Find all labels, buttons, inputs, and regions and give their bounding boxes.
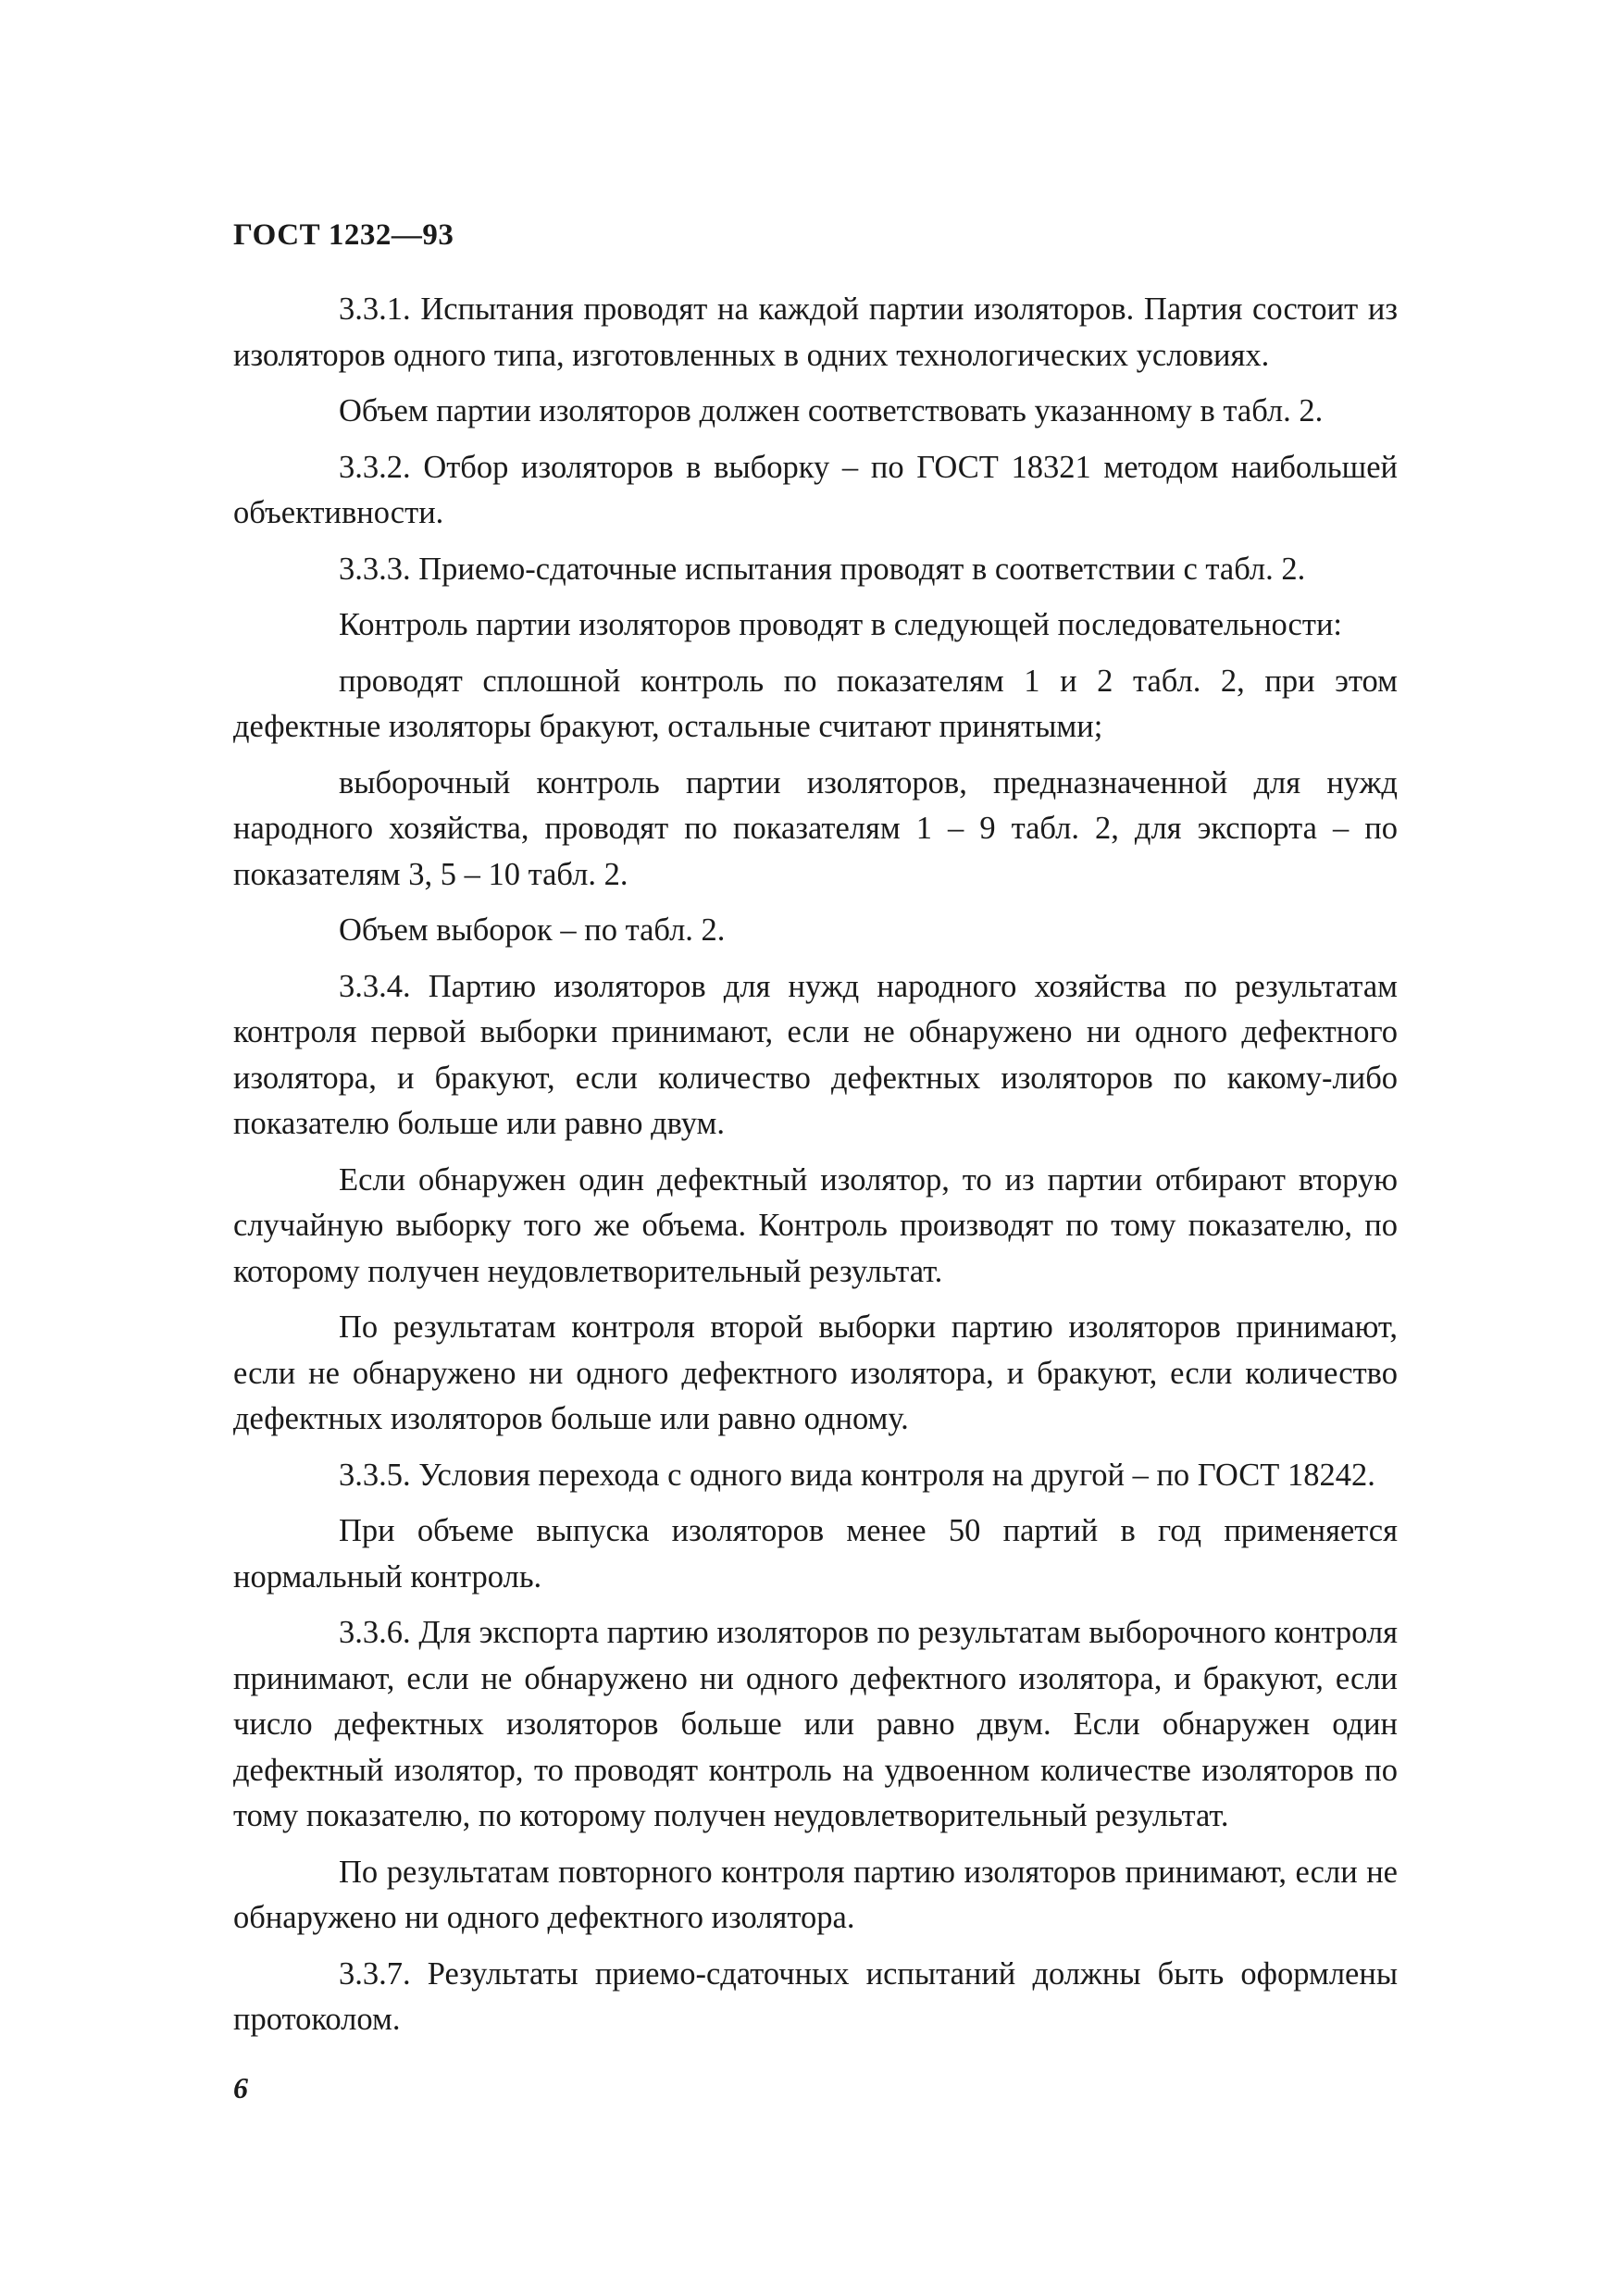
paragraph-3-3-2: 3.3.2. Отбор изоляторов в выборку – по ГОСТ 18321 методом наибольшей объективности. [233, 449, 1398, 530]
paragraph-control-sequence: Контроль партии изоляторов проводят в следующей последовательности: [339, 607, 1342, 642]
paragraph-sampling-control: выборочный контроль партии изоляторов, предназначенной для нужд народного хозяйства, проводят по показателям 1 – 9 табл. 2, для экспорта – по показателям 3, 5 – 10 табл. 2. [233, 764, 1398, 892]
page-number: 6 [233, 2071, 248, 2104]
paragraph-continuous-control: проводят сплошной контроль по показателям 1 и 2 табл. 2, при этом дефектные изоляторы бракуют, остальные считают принятыми; [233, 663, 1398, 744]
paragraph-3-3-7: 3.3.7. Результаты приемо-сдаточных испытаний должны быть оформлены протоколом. [233, 1955, 1398, 2037]
paragraph-normal-control: При объеме выпуска изоляторов менее 50 партий в год применяется нормальный контроль. [233, 1513, 1398, 1595]
document-body [233, 287, 1398, 2054]
document-header: ГОСТ 1232—93 [233, 218, 454, 252]
paragraph-3-3-1: 3.3.1. Испытания проводят на каждой партии изоляторов. Партия состоит из изоляторов одного типа, изготовленных в одних технологических условиях. [233, 292, 1398, 373]
paragraph-sample-volume: Объем выборок – по табл. 2. [339, 912, 726, 948]
paragraph-second-sample-results: По результатам контроля второй выборки партию изоляторов принимают, если не обнаружено ни одного дефектного изолятора, и бракуют, если количество дефектных изоляторов больше или равно одному. [233, 1309, 1398, 1436]
paragraph-3-3-6: 3.3.6. Для экспорта партию изоляторов по результатам выборочного контроля принимают, если не обнаружено ни одного дефектного изолятора, и бракуют, если число дефектных изоляторов больше или равно двум. Если обнаружен один дефектный изолятор, то проводят контроль на удвоенном количестве изоляторов по тому показателю, по которому получен неудовлетворительный результат. [233, 1615, 1398, 1833]
paragraph-second-sample: Если обнаружен один дефектный изолятор, то из партии отбирают вторую случайную выборку того же объема. Контроль производят по тому показателю, по которому получен неудовлетворительный результат. [233, 1161, 1398, 1289]
paragraph-3-3-4: 3.3.4. Партию изоляторов для нужд народного хозяйства по результатам контроля первой выборки принимают, если не обнаружено ни одного дефектного изолятора, и бракуют, если количество дефектных изоляторов по какому-либо показателю больше или равно двум. [233, 968, 1398, 1141]
paragraph-3-3-5: 3.3.5. Условия перехода с одного вида контроля на другой – по ГОСТ 18242. [339, 1457, 1375, 1493]
paragraph-repeat-control: По результатам повторного контроля партию изоляторов принимают, если не обнаружено ни одного дефектного изолятора. [233, 1854, 1398, 1935]
paragraph-batch-volume: Объем партии изоляторов должен соответствовать указанному в табл. 2. [339, 393, 1324, 428]
paragraph-3-3-3: 3.3.3. Приемо-сдаточные испытания проводят в соответствии с табл. 2. [339, 551, 1306, 587]
